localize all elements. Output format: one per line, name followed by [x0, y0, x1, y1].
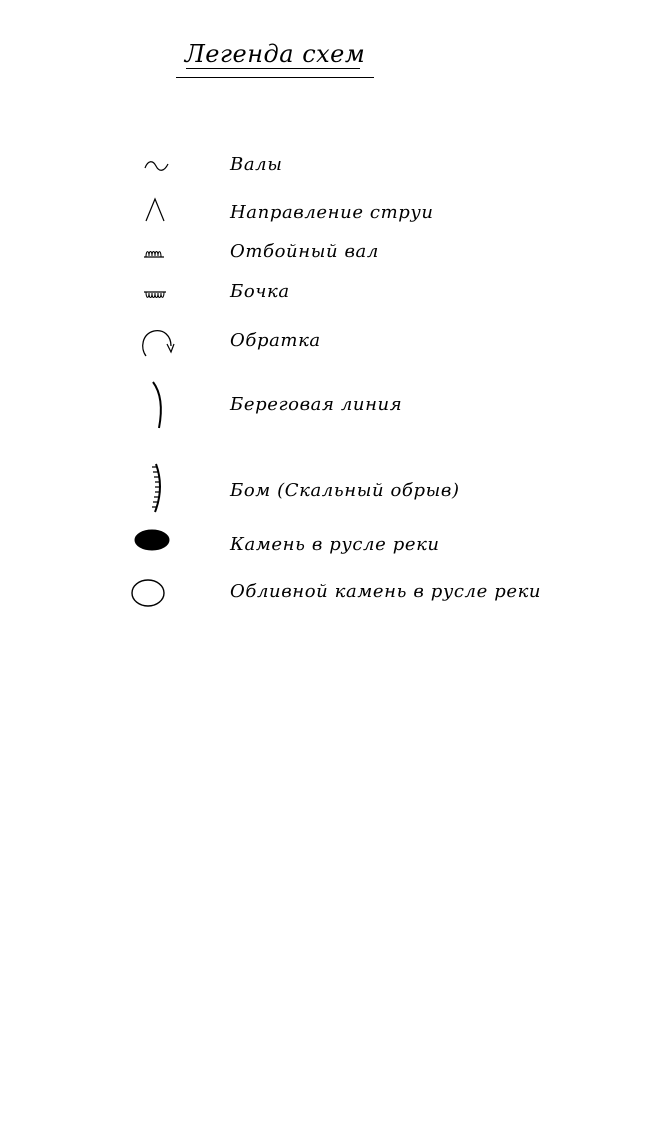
legend-label-shoreline: Береговая линия — [230, 394, 403, 415]
shoreline-icon — [148, 378, 168, 432]
legend-label-current-direction: Направление струи — [230, 202, 434, 223]
legend-label-breaker-wave: Отбойный вал — [230, 241, 379, 262]
stone-outline-icon — [129, 576, 167, 610]
legend-label-return-flow: Обратка — [230, 330, 321, 351]
legend-label-barrel: Бочка — [230, 281, 290, 302]
barrel-icon — [142, 286, 168, 302]
stone-filled-icon — [133, 528, 171, 552]
legend-label-waves: Валы — [230, 154, 283, 175]
return-flow-icon — [138, 326, 178, 360]
legend-label-submerged-stone: Обливной камень в русле реки — [230, 581, 542, 602]
wave-icon — [143, 158, 171, 174]
title-underline-inner — [186, 68, 360, 69]
breaker-wave-icon — [142, 244, 166, 260]
page-title: Легенда схем — [184, 40, 366, 68]
title-underline-outer — [176, 77, 374, 78]
legend-label-stone: Камень в русле реки — [230, 534, 440, 555]
legend-label-cliff: Бом (Скальный обрыв) — [230, 480, 460, 501]
cliff-icon — [146, 460, 168, 516]
chevron-up-icon — [143, 196, 167, 224]
